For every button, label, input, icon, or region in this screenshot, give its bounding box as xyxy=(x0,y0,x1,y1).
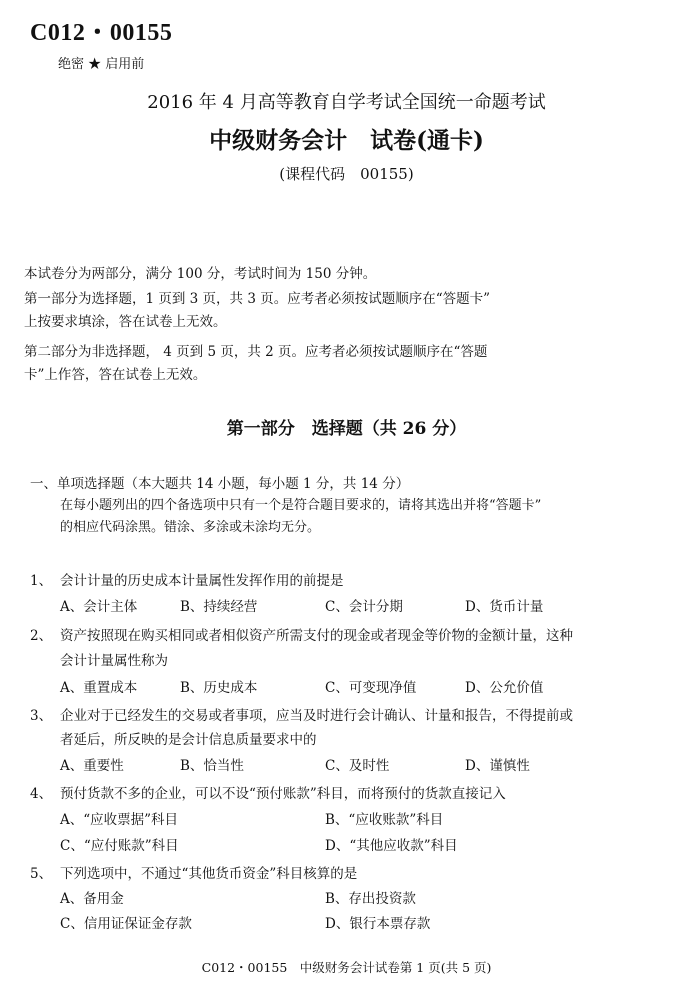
option-c: C、“应付账款”科目 xyxy=(60,838,179,854)
question-text: 资产按照现在购买相同或者相似资产所需支付的现金或者现金等价物的金额计量，这种 xyxy=(60,628,573,644)
question-text-cont: 者延后，所反映的是会计信息质量要求中的 xyxy=(60,732,317,748)
option-a: A、备用金 xyxy=(60,891,124,907)
option-d: D、公允价值 xyxy=(465,680,544,696)
question-number: 5、 xyxy=(30,866,53,882)
option-d: D、银行本票存款 xyxy=(325,916,431,932)
option-a: A、重要性 xyxy=(60,758,124,774)
option-d: D、货币计量 xyxy=(465,599,544,615)
option-d: D、“其他应收款”科目 xyxy=(325,838,458,854)
option-b: B、历史成本 xyxy=(180,680,258,696)
question-number: 3、 xyxy=(30,708,53,724)
option-c: C、信用证保证金存款 xyxy=(60,916,192,932)
question-text: 会计计量的历史成本计量属性发挥作用的前提是 xyxy=(60,573,344,589)
question-number: 1、 xyxy=(30,573,53,589)
intro-line-4: 第二部分为非选择题， 4 页到 5 页，共 2 页。应考者必须按试题顺序在“答题 xyxy=(24,344,488,360)
confidential-mark: 绝密 ★ 启用前 xyxy=(58,57,145,72)
question-text: 下列选项中，不通过“其他货币资金”科目核算的是 xyxy=(60,866,358,882)
option-b: B、持续经营 xyxy=(180,599,258,615)
option-a: A、会计主体 xyxy=(60,599,138,615)
option-c: C、可变现净值 xyxy=(325,680,417,696)
option-c: C、及时性 xyxy=(325,758,390,774)
exam-title: 2016 年 4 月高等教育自学考试全国统一命题考试 xyxy=(147,92,546,113)
option-d: D、谨慎性 xyxy=(465,758,530,774)
option-a: A、重置成本 xyxy=(60,680,138,696)
page-footer: C012・00155 中级财务会计试卷第 1 页(共 5 页) xyxy=(201,960,492,975)
option-a: A、“应收票据”科目 xyxy=(60,812,179,828)
option-b: B、存出投资款 xyxy=(325,891,416,907)
intro-line-3: 上按要求填涂，答在试卷上无效。 xyxy=(24,314,227,330)
part-one-title: 第一部分 选择题（共 26 分） xyxy=(226,419,467,439)
course-title: 中级财务会计 试卷(通卡) xyxy=(209,127,484,154)
section-instruction-2: 的相应代码涂黑。错涂、多涂或未涂均无分。 xyxy=(60,520,321,535)
intro-line-5: 卡”上作答，答在试卷上无效。 xyxy=(24,367,207,383)
question-text-cont: 会计计量属性称为 xyxy=(60,653,168,669)
option-c: C、会计分期 xyxy=(325,599,403,615)
question-text: 企业对于已经发生的交易或者事项，应当及时进行会计确认、计量和报告，不得提前或 xyxy=(60,708,573,724)
intro-line-1: 本试卷分为两部分，满分 100 分，考试时间为 150 分钟。 xyxy=(24,266,377,282)
section-instruction-1: 在每小题列出的四个备选项中只有一个是符合题目要求的，请将其选出并将“答题卡” xyxy=(60,498,542,513)
question-number: 2、 xyxy=(30,628,53,644)
paper-code: C012・00155 xyxy=(30,20,173,46)
option-b: B、恰当性 xyxy=(180,758,244,774)
question-number: 4、 xyxy=(30,786,53,802)
section-heading: 一、单项选择题（本大题共 14 小题，每小题 1 分，共 14 分） xyxy=(30,476,410,492)
question-text: 预付货款不多的企业，可以不设“预付账款”科目，而将预付的货款直接记入 xyxy=(60,786,506,802)
course-code: (课程代码 00155) xyxy=(279,165,414,183)
intro-line-2: 第一部分为选择题，1 页到 3 页，共 3 页。应考者必须按试题顺序在“答题卡” xyxy=(24,291,491,307)
option-b: B、“应收账款”科目 xyxy=(325,812,444,828)
